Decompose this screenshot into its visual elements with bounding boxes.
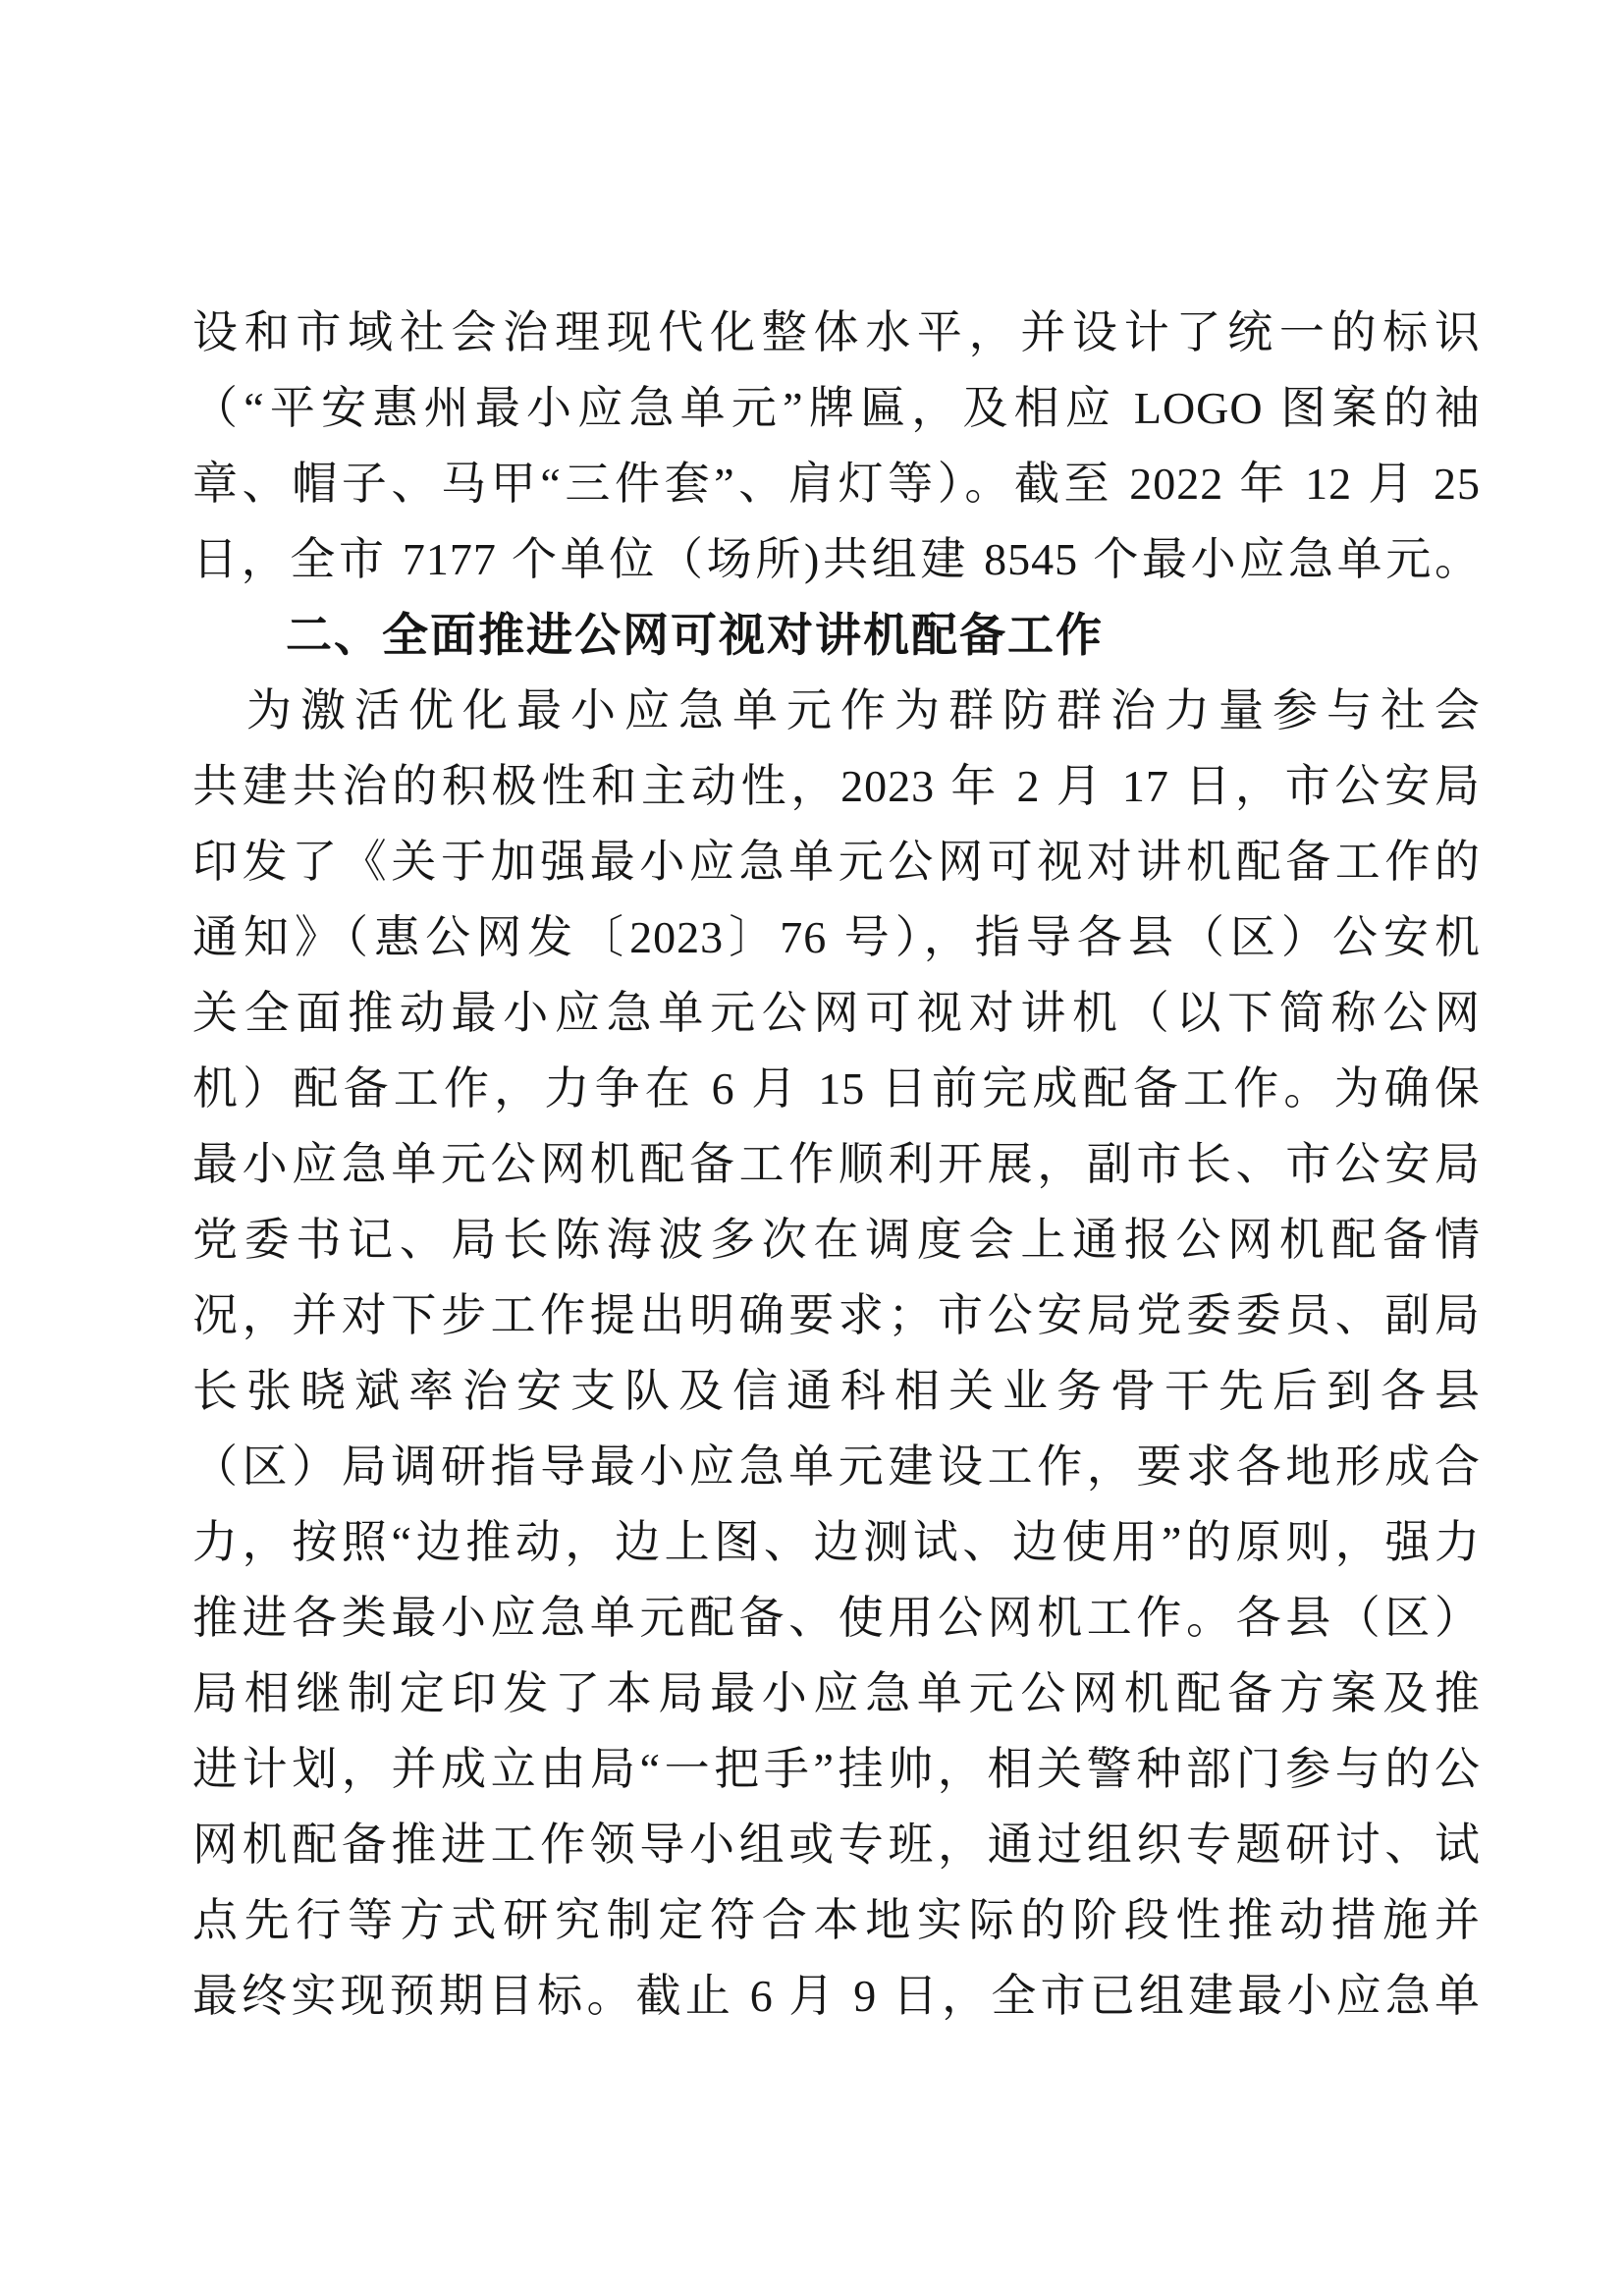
- text-line: 况，并对下步工作提出明确要求；市公安局党委委员、副局: [192, 1290, 1481, 1340]
- text-line: 网机配备推进工作领导小组或专班，通过组织专题研讨、试: [192, 1820, 1481, 1870]
- text-line: 共建共治的积极性和主动性，2023 年 2 月 17 日，市公安局: [192, 761, 1481, 811]
- text-line: 推进各类最小应急单元配备、使用公网机工作。各县（区）: [192, 1593, 1481, 1643]
- text-line: 关全面推动最小应急单元公网可视对讲机（以下简称公网: [192, 988, 1481, 1038]
- text-line: 最终实现预期目标。截止 6 月 9 日，全市已组建最小应急单: [192, 1971, 1481, 2021]
- text-line: 机）配备工作，力争在 6 月 15 日前完成配备工作。为确保: [192, 1063, 1481, 1114]
- text-line: 为激活优化最小应急单元作为群防群治力量参与社会: [246, 685, 1481, 735]
- document-body: [192, 295, 1481, 2034]
- paragraph-1: [192, 295, 1481, 597]
- text-line: 日，全市 7177 个单位（场所)共组建 8545 个最小应急单元。: [192, 534, 1481, 584]
- text-line: 党委书记、局长陈海波多次在调度会上通报公网机配备情: [192, 1215, 1481, 1265]
- text-line: 设和市域社会治理现代化整体水平，并设计了统一的标识: [192, 307, 1481, 357]
- paragraph-2: [192, 673, 1481, 2034]
- text-line: 长张晓斌率治安支队及信通科相关业务骨干先后到各县: [192, 1366, 1481, 1416]
- text-line: 力，按照“边推动，边上图、边测试、边使用”的原则，强力: [192, 1517, 1481, 1567]
- text-line: （区）局调研指导最小应急单元建设工作，要求各地形成合: [192, 1441, 1481, 1492]
- text-line: 印发了《关于加强最小应急单元公网可视对讲机配备工作的: [192, 837, 1481, 887]
- text-line: 章、帽子、马甲“三件套”、肩灯等）。截至 2022 年 12 月 25: [192, 459, 1481, 509]
- text-line: 通知》（惠公网发〔2023〕76 号），指导各县（区）公安机: [192, 912, 1481, 962]
- text-line: 点先行等方式研究制定符合本地实际的阶段性推动措施并: [192, 1895, 1481, 1945]
- text-line: （“平安惠州最小应急单元”牌匾，及相应 LOGO 图案的袖: [192, 383, 1481, 433]
- text-line: 最小应急单元公网机配备工作顺利开展，副市长、市公安局: [192, 1139, 1481, 1189]
- section-heading: 二、全面推进公网可视对讲机配备工作: [286, 609, 1104, 661]
- text-line: 进计划，并成立由局“一把手”挂帅，相关警种部门参与的公: [192, 1744, 1481, 1794]
- text-line: 局相继制定印发了本局最小应急单元公网机配备方案及推: [192, 1668, 1481, 1718]
